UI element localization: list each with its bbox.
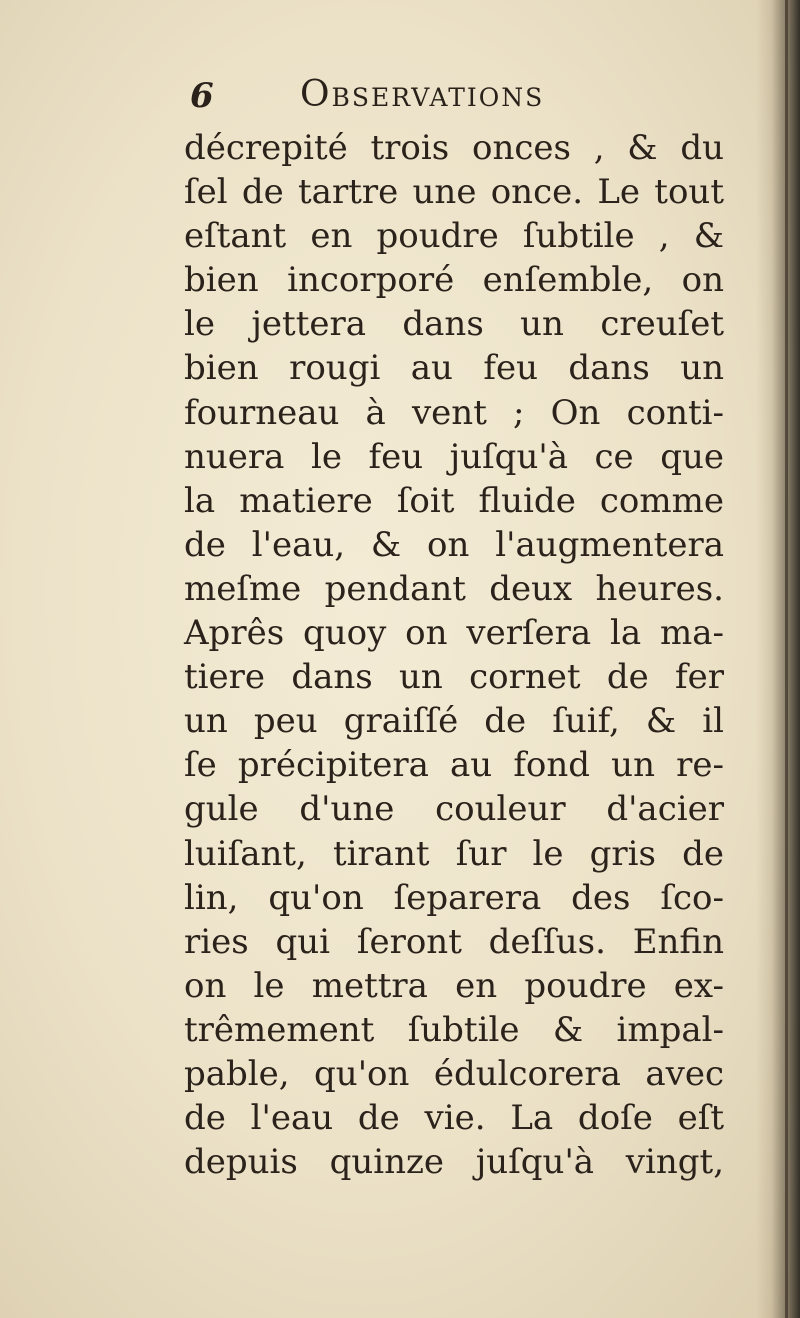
text-line: bien incorporé enſemble, on <box>184 260 724 301</box>
text-line: de l'eau, & on l'augmentera <box>184 524 724 565</box>
text-line: la matiere ſoit fluide comme <box>184 480 724 521</box>
text-line: nuera le feu juſqu'à ce que <box>184 436 724 477</box>
text-line: eſtant en poudre ſubtile , & <box>184 216 724 257</box>
text-line: ſel de tartre une once. Le tout <box>184 172 724 213</box>
text-line: décrepité trois onces , & du <box>184 128 724 168</box>
text-line: le jettera dans un creuſet <box>184 304 724 345</box>
page-edge <box>785 0 788 1318</box>
text-line: Aprês quoy on verſera la ma- <box>184 613 724 654</box>
text-line: gule d'une couleur d'acier <box>184 789 724 830</box>
text-line: fourneau à vent ; On conti- <box>184 392 724 433</box>
text-line: un peu graiſſé de ſuif, & il <box>184 701 724 742</box>
text-line: meſme pendant deux heures. <box>184 568 724 609</box>
text-line: trêmement ſubtile & impal- <box>184 1009 724 1050</box>
text-line: tiere dans un cornet de fer <box>184 657 724 698</box>
text-line: depuis quinze juſqu'à vingt, <box>184 1142 724 1183</box>
body-text <box>184 126 724 1184</box>
text-line: bien rougi au feu dans un <box>184 348 724 389</box>
text-line: ries qui ſeront deſſus. Enfin <box>184 921 724 962</box>
text-line: on le mettra en poudre ex- <box>184 965 724 1006</box>
page-number: 6 <box>190 76 214 116</box>
page-header <box>190 74 670 124</box>
text-line: ſe précipitera au fond un re- <box>184 745 724 786</box>
page-gutter-shadow <box>756 0 800 1318</box>
running-head: Observations <box>300 74 545 115</box>
text-line: luiſant, tirant ſur le gris de <box>184 833 724 874</box>
text-line: pable, qu'on édulcorera avec <box>184 1053 724 1094</box>
text-line: lin, qu'on ſeparera des ſco- <box>184 877 724 918</box>
text-line: de l'eau de vie. La doſe eſt <box>184 1098 724 1139</box>
